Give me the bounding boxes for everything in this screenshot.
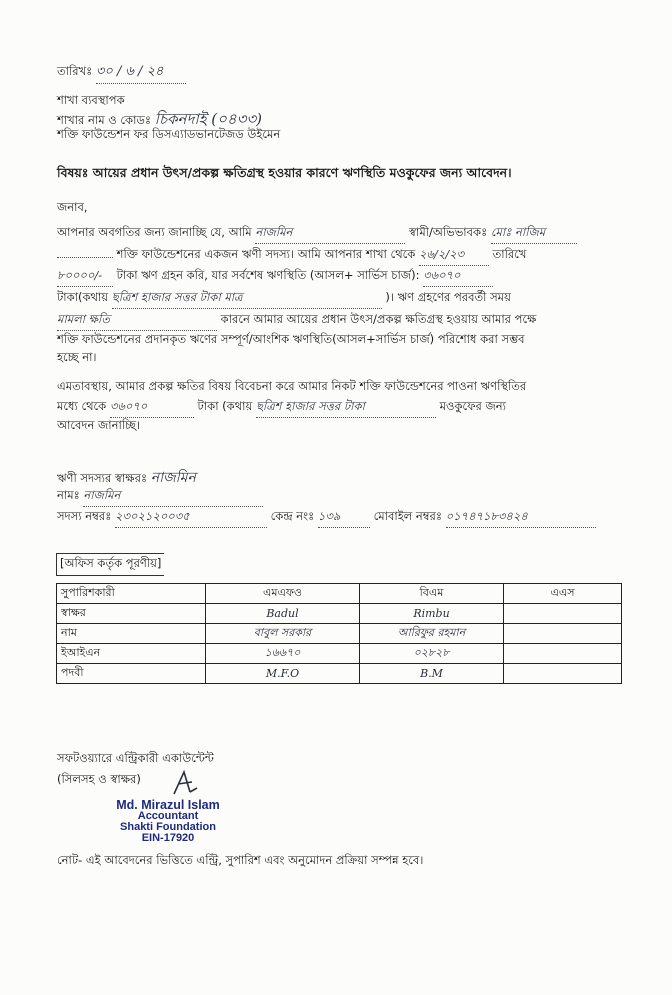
guardian-name-field: মোঃ নাজিম [491, 224, 577, 244]
column-header: বিএম [360, 584, 504, 604]
branch-label: শাখার নাম ও কোডঃ [57, 113, 152, 127]
body-line-4 [57, 289, 511, 309]
mobile-label: মোবাইল নম্বরঃ [373, 509, 443, 523]
table-row [57, 584, 622, 604]
waive-words-field: ছত্রিশ হাজার সত্তর টাকা [256, 398, 436, 418]
row-label: স্বাক্ষর [57, 604, 206, 624]
accountant-stamp [98, 800, 238, 844]
body-line-7: হচ্ছে না। [57, 350, 97, 364]
loan-date-field: ২৬/২/২৩ [419, 246, 489, 266]
accountant-signature-mark [170, 768, 200, 798]
row-label: পদবী [57, 664, 206, 684]
subject-line: বিষয়ঃ আয়ের প্রধান উৎস/প্রকল্প ক্ষতিগ্রস্থ হওয়ার কারণে ঋণস্থিতি মওকুফের জন্য আবেদন। [57, 165, 512, 180]
mfo-designation: M.F.O [206, 664, 360, 684]
table-row [57, 624, 622, 644]
bm-designation: B.M [360, 664, 504, 684]
row-label: ইআইএন [57, 644, 206, 664]
body-line-2 [57, 246, 526, 266]
stamp-title: Accountant [137, 810, 199, 822]
member-name-value: নাজমিন [83, 487, 263, 507]
office-caption: [অফিস কর্তৃক পূরণীয়] [56, 553, 164, 576]
body-text: মওকুফের জন্য [439, 399, 506, 413]
center-label: কেন্দ্র নংঃ [270, 509, 315, 523]
stamp-name: Md. Mirazul Islam [116, 798, 220, 812]
body-line-5 [57, 311, 536, 331]
reason-field: মামলা ক্ষতি [57, 311, 217, 331]
balance-field: ৩৬০৭০ [423, 267, 493, 287]
table-row [57, 664, 622, 684]
mfo-signature: Badul [206, 604, 360, 624]
member-no-label: সদস্য নম্বরঃ [57, 509, 112, 523]
body-text: )। ঋণ গ্রহণের পরবর্তী সময় [385, 290, 511, 304]
branch-value: চিকনদাই (০৪৩৩) [154, 110, 263, 128]
body-line-6: শক্তি ফাউন্ডেশনের প্রদানকৃত ঋণের সম্পূর্ণ/আংশিক ঋণস্থিতি(আসল+সার্ভিস চার্জ) পরিশোধ করা সম্ভব [57, 332, 525, 346]
branch-manager: শাখা ব্যবস্থাপক [57, 93, 125, 107]
body-text: মধ্যে থেকে [57, 399, 107, 413]
name-label: নামঃ [57, 488, 80, 502]
member-name-line [57, 487, 263, 507]
column-header: এমএফও [206, 584, 360, 604]
balance-words-field: ছত্রিশ হাজার সত্তর টাকা মাত্র [112, 289, 382, 309]
organization-name: শক্তি ফাউন্ডেশন ফর ডিসএ্যাডভানটেজড উইমেন [57, 127, 281, 141]
stamp-ein: EIN-17920 [141, 832, 195, 844]
salutation: জনাব, [57, 200, 88, 214]
row-label: নাম [57, 624, 206, 644]
accountant-seal-label: (সিলসহ ও স্বাক্ষর) [57, 772, 141, 786]
as-designation [504, 664, 622, 684]
bm-ein: ০২৮২৮ [360, 644, 504, 664]
footer-note: নোট- এই আবেদনের ভিত্তিতে এন্ট্রি, সুপারিশ এবং অনুমোদন প্রক্রিয়া সম্পন্ন হবে। [57, 853, 424, 867]
date-value: ৩০ / ৬ / ২৪ [96, 62, 186, 84]
column-header: সুপারিশকারী [57, 584, 206, 604]
member-signature: নাজমিন [150, 470, 196, 486]
member-no-value: ২৩০২১২০০৩৫ [115, 508, 267, 528]
column-header: এএস [504, 584, 622, 604]
center-value: ১৩৯ [318, 508, 370, 528]
body-text: টাকা (কথায় [197, 399, 253, 413]
stamp-org: Shakti Foundation [120, 821, 216, 833]
waive-amount-field: ৩৬০৭০ [110, 398, 194, 418]
office-table [56, 583, 622, 684]
body-line-9 [57, 398, 506, 418]
member-ids-line [57, 508, 596, 528]
as-name [504, 624, 622, 644]
signature-label: ঋণী সদস্যর স্বাক্ষরঃ [57, 471, 148, 485]
body-line-3 [57, 267, 493, 287]
bm-signature: Rimbu [360, 604, 504, 624]
mfo-name: বাবুল সরকার [206, 624, 360, 644]
body-text: টাকা ঋণ গ্রহন করি, যার সর্বশেষ ঋণস্থিতি (আসল+ সার্ভিস চার্জ): [116, 268, 420, 282]
bm-name: আরিফুর রহমান [360, 624, 504, 644]
body-text: টাকা(কথায় [57, 290, 109, 304]
body-text: স্বামী/অভিভাবকঃ [409, 225, 488, 239]
mobile-value: ০১৭৪৭১৮৩৪২৪ [446, 508, 596, 528]
accountant-title: সফটওয়্যারে এন্ট্রিকারী একাউন্টেন্ট [57, 751, 214, 765]
body-text: শক্তি ফাউন্ডেশনের একজন ঋণী সদস্য। আমি আপনার শাখা থেকে [116, 247, 416, 261]
body-line-10: আবেদন জানাচ্ছি। [57, 418, 141, 432]
table-row [57, 644, 622, 664]
body-line-1 [57, 224, 577, 244]
table-row [57, 604, 622, 624]
member-name-field: নাজমিন [255, 224, 405, 244]
date-label: তারিখঃ [57, 64, 93, 78]
body-text: কারনে আমার আয়ের প্রধান উৎস/প্রকল্প ক্ষতিগ্রস্থ হওয়ায় আমার পক্ষে [220, 312, 537, 326]
body-text: আপনার অবগতির জন্য জানাচ্ছি যে, আমি [57, 225, 252, 239]
loan-amount-field: ৮০০০০/- [57, 267, 113, 287]
as-ein [504, 644, 622, 664]
date-line [57, 62, 186, 84]
mfo-ein: ১৬৬৭০ [206, 644, 360, 664]
body-line-8: এমতাবস্থায়, আমার প্রকল্প ক্ষতির বিষয় বিবেচনা করে আমার নিকট শক্তি ফাউন্ডেশনের পাওনা ঋণস্থিতির [57, 379, 527, 393]
as-signature [504, 604, 622, 624]
body-text: তারিখে [492, 247, 527, 261]
